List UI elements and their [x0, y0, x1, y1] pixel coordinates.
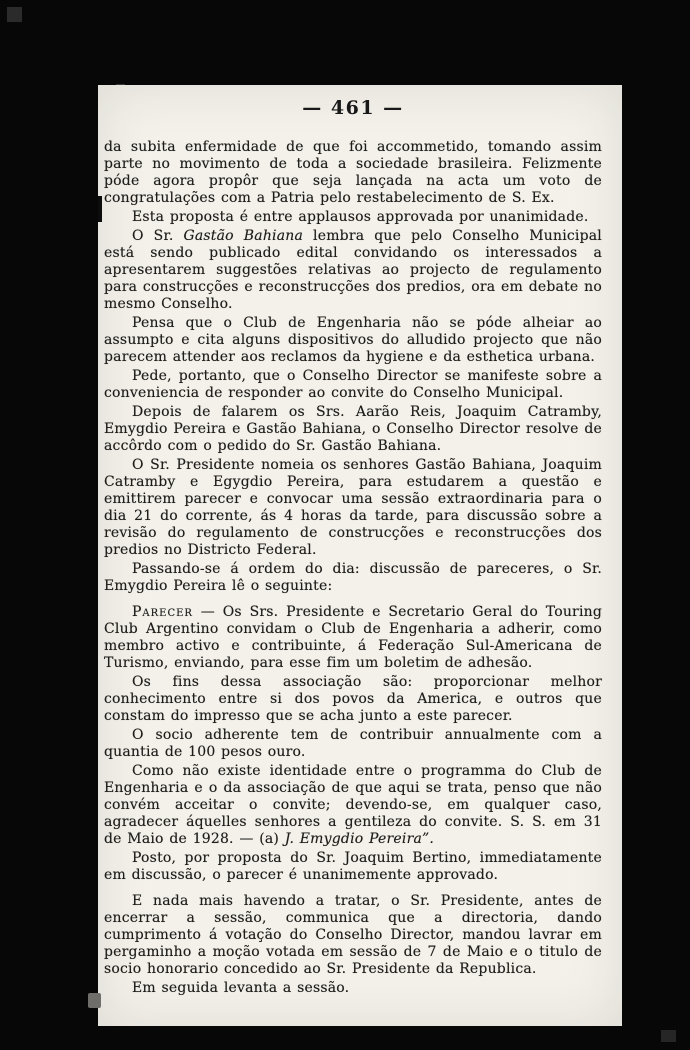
paragraph-text: O Sr. Presidente nomeia os senhores Gastão Bahiana, Joaquim Catramby e Egygdio Pereira, para estudarem a questão e emittirem parecer e convocar uma sessão extraordinaria para o dia 21 do corrente, ás 4 horas da tarde, para discussão sobre a revisão do regulamento de construcções e reconstrucções dos predios no Districto Federal.: [104, 457, 602, 558]
paragraph-text: Como não existe identidade entre o programma do Club de Engenharia e o da associação de que aqui se trata, penso que não convém acceitar o convite; devendo-se, em qualquer caso, agradecer áquelles senhores a gentileza do convite. S. S. em 31 de Maio de 1928. — (a): [104, 763, 602, 847]
paragraph-text: Pede, portanto, que o Conselho Director se manifeste sobre a conveniencia de responder ao convite do Conselho Municipal.: [104, 368, 602, 401]
paragraph-text: E nada mais havendo a tratar, o Sr. Presidente, antes de encerrar a sessão, communica que a directoria, dando cumprimento á votação do Conselho Director, mandou lavrar em pergaminho a moção votada em sessão de 7 de Maio e o titulo de socio honorario concedido ao Sr. Presidente da Republica.: [104, 893, 602, 977]
paragraph: [104, 368, 602, 402]
paragraph-text: Em seguida levanta a sessão.: [132, 980, 350, 996]
paragraph: [104, 763, 602, 848]
scan-artifact: [98, 196, 102, 222]
paragraph-text: — Os Srs. Presidente e Secretario Geral do Touring Club Argentino convidam o Club de Engenharia a adherir, como membro activo e contribuinte, á Federação Sul-Americana de Turismo, enviando, para esse fim um boletim de adhesão.: [104, 604, 602, 671]
paragraph: [104, 893, 602, 978]
paragraph: [104, 980, 602, 997]
scan-artifact: [661, 1030, 676, 1042]
document-page: [98, 85, 622, 1026]
paragraph-text: Pensa que o Club de Engenharia não se póde alheiar ao assumpto e cita alguns dispositivos do alludido projecto que não parecem attender aos reclamos da hygiene e da esthetica urbana.: [104, 315, 602, 365]
paragraph-text: Depois de falarem os Srs. Aarão Reis, Joaquim Catramby, Emygdio Pereira e Gastão Bahiana, o Conselho Director resolve de accôrdo com o pedido do Sr. Gastão Bahiana.: [104, 404, 602, 454]
paragraph: [104, 315, 602, 366]
paragraph: [104, 674, 602, 725]
paragraph-text: Posto, por proposta do Sr. Joaquim Bertino, immediatamente em discussão, o parecer é unanimemente approvado.: [104, 850, 602, 883]
paragraph: [104, 727, 602, 761]
paragraph-parecer: [104, 604, 602, 672]
parecer-label: Parecer: [132, 604, 193, 620]
paragraph: [104, 228, 602, 313]
scan-artifact: [88, 993, 101, 1008]
paragraph: [104, 139, 602, 207]
paragraph-text: O Sr.: [132, 228, 184, 244]
signature: J. Emygdio Pereira”.: [284, 831, 435, 847]
paragraph-text: Esta proposta é entre applausos approvada por unanimidade.: [132, 209, 589, 225]
paragraph: [104, 457, 602, 559]
page-number: — 461 —: [302, 97, 404, 119]
scan-artifact: [7, 7, 22, 22]
paragraph-text: Os fins dessa associação são: proporcionar melhor conhecimento entre si dos povos da America, e outros que constam do impresso que se acha junto a este parecer.: [104, 674, 602, 724]
paragraph-text: Passando-se á ordem do dia: discussão de pareceres, o Sr. Emygdio Pereira lê o seguinte:: [104, 561, 602, 594]
paragraph: [104, 561, 602, 595]
paragraph-text: da subita enfermidade de que foi accommetido, tomando assim parte no movimento de toda a sociedade brasileira. Felizmente póde agora propôr que seja lançada na acta um voto de congratulações com a Patria pelo restabelecimento de S. Ex.: [104, 139, 602, 206]
paragraph: [104, 209, 602, 226]
person-name-emphasis: Gastão Bahiana: [183, 228, 304, 244]
paragraph-text: lembra que pelo Conselho Municipal está sendo publicado edital convidando os interessados a apresentarem suggestões relativas ao projecto de regulamento para construcções e reconstrucções dos predios, ora em debate no mesmo Conselho.: [104, 228, 602, 312]
paragraph: [104, 850, 602, 884]
paragraph: [104, 404, 602, 455]
paragraph-text: O socio adherente tem de contribuir annualmente com a quantia de 100 pesos ouro.: [104, 727, 602, 760]
